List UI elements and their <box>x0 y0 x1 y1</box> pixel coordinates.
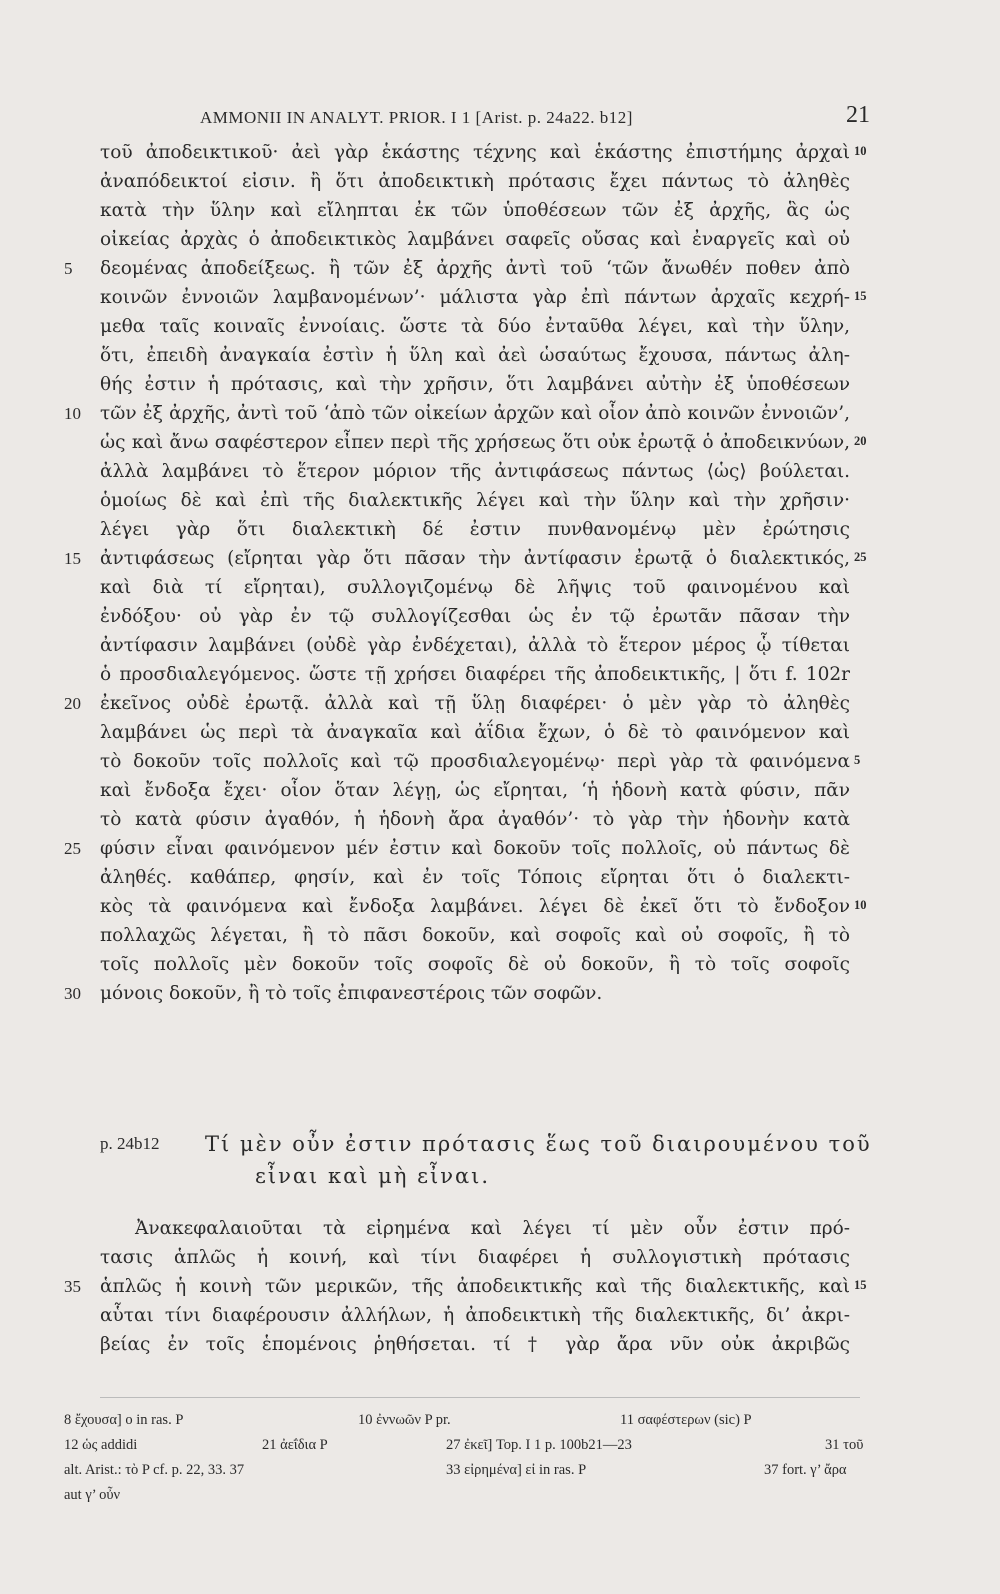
footnote: 31 τοῦ <box>825 1437 864 1453</box>
text-line: κατὰ τὴν ὕλην καὶ εἴληπται ἐκ τῶν ὑποθέσεων τῶν ἐξ ἀρχῆς, ἃς ὡς <box>100 200 850 221</box>
text-line: τασις ἁπλῶς ἡ κοινή, καὶ τίνι διαφέρει ἡ συλλογιστικὴ πρότασις <box>100 1247 850 1268</box>
source-line-number: 10 <box>854 898 867 912</box>
footnote: 37 fort. γ’ ἄρα <box>764 1462 847 1478</box>
text-line: τὸ κατὰ φύσιν ἀγαθόν, ἡ ἡδονὴ ἄρα ἀγαθόν’· τὸ γὰρ τὴν ἡδονὴν κατὰ <box>100 809 850 830</box>
text-line: μόνοις δοκοῦν, ἢ τὸ τοῖς ἐπιφανεστέροις τῶν σοφῶν. <box>100 983 603 1004</box>
text-line: ἐνδόξου· οὐ γὰρ ἐν τῷ συλλογίζεσθαι ὡς ἐν τῷ ἐρωτᾶν πᾶσαν τὴν <box>100 606 850 627</box>
line-number: 35 <box>64 1277 81 1296</box>
source-line-number: 20 <box>854 434 867 448</box>
footnote: 33 εἰρημένα] εἰ in ras. P <box>446 1462 587 1478</box>
line-number: 20 <box>64 694 81 713</box>
text-line: μεθα ταῖς κοιναῖς ἐννοίαις. ὥστε τὰ δύο ἐνταῦθα λέγει, καὶ τὴν ὕλην, <box>100 316 850 337</box>
line-number: 5 <box>64 259 73 278</box>
footnote: aut γ’ οὖν <box>64 1487 121 1503</box>
text-line: αὗται τίνι διαφέρουσιν ἀλλήλων, ἡ ἀποδεικτικὴ τῆς διαλεκτικῆς, δι’ ἀκρι- <box>100 1305 850 1326</box>
page-number: 21 <box>846 102 870 128</box>
text-line: ὁμοίως δὲ καὶ ἐπὶ τῆς διαλεκτικῆς λέγει καὶ τὴν ὕλην καὶ τὴν χρῆσιν· <box>100 490 850 511</box>
source-line-number: 10 <box>854 144 867 158</box>
text-line: ὁ προσδιαλεγόμενος. ὥστε τῇ χρήσει διαφέρει τῆς ἀποδεικτικῆς, | ὅτι f. 102r <box>100 664 850 685</box>
text-line: φύσιν εἶναι φαινόμενον μέν ἐστιν καὶ δοκοῦν τοῖς πολλοῖς, οὐ πάντως δὲ <box>100 838 850 859</box>
text-line: τῶν ἐξ ἀρχῆς, ἀντὶ τοῦ ‘ἀπὸ τῶν οἰκείων ἀρχῶν καὶ οἷον ἀπὸ κοινῶν ἐννοιῶν’, <box>100 403 850 424</box>
line-number: 15 <box>64 549 81 568</box>
footnote: 21 ἀεΐδια P <box>262 1437 328 1453</box>
text-line: βείας ἐν τοῖς ἑπομένοις ῥηθήσεται. τί † γὰρ ἄρα νῦν οὐκ ἀκριβῶς <box>100 1334 850 1355</box>
text-line: λέγει γὰρ ὅτι διαλεκτικὴ δέ ἐστιν πυνθανομένῳ μὲν ἐρώτησις <box>100 519 850 540</box>
source-line-number: 15 <box>854 289 867 303</box>
footnote: 27 ἐκεῖ] Top. I 1 p. 100b21—23 <box>446 1437 632 1453</box>
text-line: λαμβάνει ὡς περὶ τὰ ἀναγκαῖα καὶ ἀΐδια ἔχων, ὁ δὲ τὸ φαινόμενον καὶ <box>100 722 850 743</box>
text-line: κοινῶν ἐννοιῶν λαμβανομένων’· μάλιστα γὰρ ἐπὶ πάντων ἀρχαῖς κεχρή- <box>100 287 850 308</box>
text-line: τὸ δοκοῦν τοῖς πολλοῖς καὶ τῷ προσδιαλεγομένῳ· περὶ γὰρ τὰ φαινόμενα <box>100 751 850 772</box>
text-line: τοῖς πολλοῖς μὲν δοκοῦν τοῖς σοφοῖς δὲ οὐ δοκοῦν, ἢ τὸ τοῖς σοφοῖς <box>100 954 850 975</box>
text-line: καὶ ἔνδοξα ἔχει· οἷον ὅταν λέγῃ, ὡς εἴρηται, ‘ἡ ἡδονὴ κατὰ φύσιν, πᾶν <box>100 780 850 801</box>
footnote-rule <box>100 1397 860 1398</box>
text-line: ἀλλὰ λαμβάνει τὸ ἕτερον μόριον τῆς ἀντιφάσεως πάντως ⟨ὡς⟩ βούλεται. <box>100 461 850 482</box>
lemma-line: εἶναι καὶ μὴ εἶναι. <box>255 1164 491 1188</box>
text-line: ἁπλῶς ἡ κοινὴ τῶν μερικῶν, τῆς ἀποδεικτικῆς καὶ τῆς διαλεκτικῆς, καὶ <box>100 1276 850 1297</box>
running-title: AMMONII IN ANALYT. PRIOR. I 1 [Arist. p. 24a22. b12] <box>200 108 633 127</box>
text-line: ὅτι, ἐπειδὴ ἀναγκαία ἐστὶν ἡ ὕλη καὶ ἀεὶ ὡσαύτως ἔχουσα, πάντως ἀλη- <box>100 345 850 366</box>
footnote: alt. Arist.: τὸ P cf. p. 22, 33. 37 <box>64 1462 245 1478</box>
text-line: ἀναπόδεικτοί εἰσιν. ἢ ὅτι ἀποδεικτικὴ πρότασις ἔχει πάντως τὸ ἀληθὲς <box>100 171 850 192</box>
footnote: 11 σαφέστερων (sic) P <box>620 1412 752 1428</box>
line-number: 10 <box>64 404 81 423</box>
source-line-number: 25 <box>854 550 867 564</box>
source-line-number: 5 <box>854 753 861 767</box>
lemma-line: Τί μὲν οὖν ἐστιν πρότασις ἕως τοῦ διαιρουμένου τοῦ <box>205 1132 872 1156</box>
text-line: δεομένας ἀποδείξεως. ἢ τῶν ἐξ ἀρχῆς ἀντὶ τοῦ ‘τῶν ἄνωθέν ποθεν ἀπὸ <box>100 258 850 279</box>
footnote: 12 ὡς addidi <box>64 1437 138 1453</box>
line-number: 25 <box>64 839 81 858</box>
text-line: ἀληθές. καθάπερ, φησίν, καὶ ἐν τοῖς Τόποις εἴρηται ὅτι ὁ διαλεκτι- <box>100 867 850 888</box>
footnote: 8 ἔχουσα] o in ras. P <box>64 1412 184 1428</box>
text-line: ὡς καὶ ἄνω σαφέστερον εἶπεν περὶ τῆς χρήσεως ὅτι οὐκ ἐρωτᾷ ὁ ἀποδεικνύων, <box>100 432 850 453</box>
text-line: ἀντιφάσεως (εἴρηται γὰρ ὅτι πᾶσαν τὴν ἀντίφασιν ἐρωτᾷ ὁ διαλεκτικός, <box>100 548 850 569</box>
footnote: 10 ἐννωῶν P pr. <box>358 1412 451 1428</box>
text-line: κὸς τὰ φαινόμενα καὶ ἔνδοξα λαμβάνει. λέγει δὲ ἐκεῖ ὅτι τὸ ἔνδοξον <box>100 896 850 917</box>
text-line: πολλαχῶς λέγεται, ἢ τὸ πᾶσι δοκοῦν, καὶ σοφοῖς καὶ οὐ σοφοῖς, ἢ τὸ <box>100 925 850 946</box>
text-line: ἐκεῖνος οὐδὲ ἐρωτᾷ. ἀλλὰ καὶ τῇ ὕλῃ διαφέρει· ὁ μὲν γὰρ τὸ ἀληθὲς <box>100 693 850 714</box>
text-line: τοῦ ἀποδεικτικοῦ· ἀεὶ γὰρ ἑκάστης τέχνης καὶ ἑκάστης ἐπιστήμης ἀρχαὶ <box>100 142 850 163</box>
source-line-number: 15 <box>854 1278 867 1292</box>
text-line: ἀντίφασιν λαμβάνει (οὐδὲ γὰρ ἐνδέχεται), ἀλλὰ τὸ ἕτερον μέρος ᾧ τίθεται <box>100 635 850 656</box>
text-line: οἰκείας ἀρχὰς ὁ ἀποδεικτικὸς λαμβάνει σαφεῖς οὔσας καὶ ἐναργεῖς καὶ οὐ <box>100 229 850 250</box>
text-line: Ἀνακεφαλαιοῦται τὰ εἰρημένα καὶ λέγει τί μὲν οὖν ἐστιν πρό- <box>135 1218 850 1239</box>
text-line: θής ἐστιν ἡ πρότασις, καὶ τὴν χρῆσιν, ὅτι λαμβάνει αὐτὴν ἐξ ὑποθέσεων <box>100 374 850 395</box>
lemma-reference: p. 24b12 <box>100 1134 160 1153</box>
text-line: καὶ διὰ τί εἴρηται), συλλογιζομένῳ δὲ λῆψις τοῦ φαινομένου καὶ <box>100 577 850 598</box>
line-number: 30 <box>64 984 81 1003</box>
